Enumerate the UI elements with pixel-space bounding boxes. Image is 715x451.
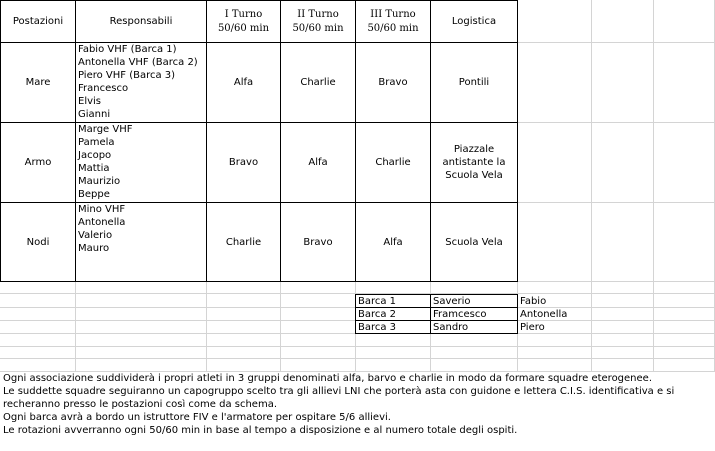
header-cell-turno-2[interactable] [280,0,356,43]
barche-table-divider [430,294,431,334]
vhf-name[interactable]: Fabio [520,296,547,307]
capogruppo-name[interactable]: Sandro [433,322,469,333]
logistica-location: Piazzale [453,144,495,155]
note-line[interactable]: recheranno presso le postazioni così come da schema. [3,399,277,410]
turno-2-cell-mare[interactable] [280,42,356,123]
header-turno-3-title: III Turno [370,8,416,20]
grid-row-line [0,346,715,347]
capogruppo-name[interactable]: Saverio [433,296,471,307]
header-turno-2-duration: 50/60 min [292,22,344,34]
responsabili-cell-mare[interactable] [75,42,207,123]
note-line[interactable]: Le rotazioni avverranno ogni 50/60 min in base al tempo a disposizione e al numero totale degli ospiti. [3,425,518,436]
squadra-name: Charlie [225,236,262,248]
squadra-name: Alfa [308,157,328,168]
header-cell-turno-1[interactable] [206,0,281,43]
responsabile-name: Fabio VHF (Barca 1) [78,44,177,55]
barca-label[interactable]: Barca 1 [358,296,397,307]
responsabile-name: Antonella [78,217,126,228]
header-cell-responsabili[interactable] [75,0,207,43]
postazione-cell-armo[interactable] [0,122,76,203]
responsabile-name: Antonella VHF (Barca 2) [78,57,198,68]
responsabile-name: Elvis [78,96,102,107]
responsabili-cell-nodi[interactable] [75,202,207,282]
header-cell-turno-3[interactable] [355,0,431,43]
header-turno-1-duration: 50/60 min [217,22,270,34]
capogruppo-name[interactable]: Framcesco [433,309,487,320]
header-responsabili: Responsabili [109,16,173,27]
header-cell-logistica[interactable] [430,0,518,43]
vhf-name[interactable]: Antonella [520,309,568,320]
logistica-location: antistante la [442,157,506,168]
responsabile-name: Pamela [78,137,115,148]
note-line[interactable]: Ogni barca avrà a bordo un istruttore FIV e l'armatore per ospitare 5/6 allievi. [3,412,391,423]
squadra-name: Bravo [378,77,408,88]
vhf-name[interactable]: Piero [520,322,545,333]
turno-3-cell-nodi[interactable] [355,202,431,282]
note-line[interactable]: Ogni associazione suddividerà i propri atleti in 3 gruppi denominati alfa, barvo e charlie in modo da formare squadre eterogenee. [3,373,653,384]
squadra-name: Charlie [300,77,336,88]
header-postazioni: Postazioni [12,16,64,27]
postazione-name: Armo [24,157,52,168]
header-turno-3-duration: 50/60 min [367,22,419,34]
logistica-cell-nodi[interactable] [430,202,518,282]
logistica-location: Pontili [458,77,490,88]
turno-1-cell-mare[interactable] [206,42,281,123]
postazione-cell-nodi[interactable] [0,202,76,282]
grid-row-line [0,358,715,359]
squadra-name: Charlie [375,157,411,168]
responsabile-name: Mattia [78,163,110,174]
responsabili-cell-armo[interactable] [75,122,207,203]
turno-3-cell-armo[interactable] [355,122,431,203]
turno-2-cell-armo[interactable] [280,122,356,203]
barca-label[interactable]: Barca 3 [358,322,397,333]
responsabile-name: Gianni [78,109,111,120]
logistica-location: Scuola Vela [445,236,503,248]
responsabile-name: Mino VHF [78,204,126,215]
header-cell-postazioni[interactable] [0,0,76,43]
logistica-cell-armo[interactable] [430,122,518,203]
turno-1-cell-armo[interactable] [206,122,281,203]
turno-1-cell-nodi[interactable] [206,202,281,282]
header-logistica: Logistica [451,16,497,27]
squadra-name: Alfa [233,77,254,88]
postazione-name: Nodi [26,236,50,248]
squadra-name: Bravo [303,236,333,248]
postazione-name: Mare [25,77,51,88]
responsabile-name: Valerio [78,230,113,241]
note-line[interactable]: Le suddette squadre seguiranno un capogruppo scelto tra gli allievi LNI che porterà asta con guidone e lettera C.I.S. identificativa e si [3,386,675,397]
logistica-cell-mare[interactable] [430,42,518,123]
logistica-location: Scuola Vela [445,170,503,181]
postazione-cell-mare[interactable] [0,42,76,123]
responsabile-name: Mauro [78,243,110,254]
squadra-name: Bravo [228,157,259,168]
turno-3-cell-mare[interactable] [355,42,431,123]
barca-label[interactable]: Barca 2 [358,309,397,320]
header-turno-2-title: II Turno [297,8,339,20]
squadra-name: Alfa [383,236,403,248]
responsabile-name: Jacopo [78,150,112,161]
responsabile-name: Piero VHF (Barca 3) [78,70,176,81]
header-turno-1-title: I Turno [224,8,263,20]
responsabile-name: Beppe [78,189,110,200]
turno-2-cell-nodi[interactable] [280,202,356,282]
responsabile-name: Francesco [78,83,129,94]
responsabile-name: Marge VHF [78,124,133,135]
responsabile-name: Maurizio [78,176,121,187]
